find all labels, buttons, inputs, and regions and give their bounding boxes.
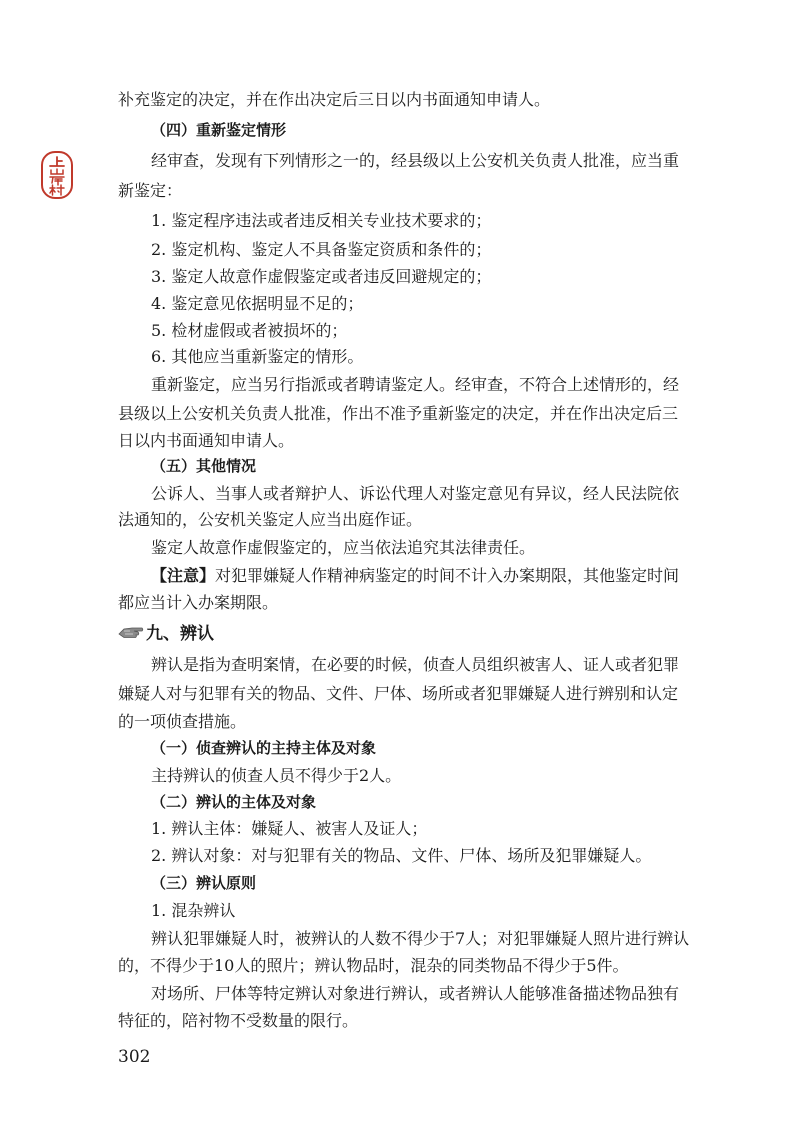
list-item: 3. 鉴定人故意作虚假鉴定或者违反回避规定的；	[151, 267, 492, 286]
subheading-re-appraisal: （四）重新鉴定情形	[151, 121, 287, 139]
list-item: 4. 鉴定意见依据明显不足的；	[151, 294, 364, 313]
subheading-subject-object: （二）辨认的主体及对象	[151, 793, 317, 811]
list-item: 1. 辨认主体：嫌疑人、被害人及证人；	[151, 819, 428, 838]
subheading-host-subject: （一）侦查辨认的主持主体及对象	[151, 739, 377, 757]
paragraph-line: 特征的，陪衬物不受数量的限行。	[118, 1011, 359, 1030]
list-item: 5. 检材虚假或者被损坏的；	[151, 321, 348, 340]
paragraph-line: 都应当计入办案期限。	[118, 593, 279, 612]
list-item: 1. 混杂辨认	[151, 901, 236, 920]
paragraph-line: 日以内书面通知申请人。	[118, 431, 295, 450]
page-number: 302	[118, 1047, 151, 1067]
paragraph-line: 嫌疑人对与犯罪有关的物品、文件、尸体、场所或者犯罪嫌疑人进行辨别和认定	[118, 684, 679, 703]
paragraph-line: 补充鉴定的决定，并在作出决定后三日以内书面通知申请人。	[118, 90, 551, 109]
list-item: 6. 其他应当重新鉴定的情形。	[151, 347, 364, 366]
section-heading-text: 九、辨认	[146, 623, 214, 644]
note-label: 【注意】	[151, 566, 216, 585]
list-item: 1. 鉴定程序违法或者违反相关专业技术要求的；	[151, 211, 492, 230]
paragraph-line: 的，不得少于10人的照片；辨认物品时，混杂的同类物品不得少于5件。	[118, 956, 629, 975]
paragraph-line: 辨认犯罪嫌疑人时，被辨认的人数不得少于7人；对犯罪嫌疑人照片进行辨认	[151, 929, 690, 948]
paragraph-line: 主持辨认的侦查人员不得少于2人。	[151, 766, 402, 785]
paragraph-line: 对场所、尸体等特定辨认对象进行辨认，或者辨认人能够准备描述物品独有	[151, 984, 680, 1003]
paragraph-line: 新鉴定：	[118, 181, 183, 200]
paragraph-line: 辨认是指为查明案情，在必要的时候，侦查人员组织被害人、证人或者犯罪	[151, 655, 680, 674]
paragraph-line: 重新鉴定，应当另行指派或者聘请鉴定人。经审查，不符合上述情形的，经	[151, 375, 680, 394]
seal-stamp-icon	[40, 150, 74, 200]
paragraph-line: 的一项侦查措施。	[118, 712, 247, 731]
list-item: 2. 鉴定机构、鉴定人不具备鉴定资质和条件的；	[151, 240, 492, 259]
hand-pointer-icon	[118, 622, 144, 640]
paragraph-line: 经审查，发现有下列情形之一的，经县级以上公安机关负责人批准，应当重	[151, 151, 680, 170]
subheading-other: （五）其他情况	[151, 457, 257, 475]
note-line	[151, 566, 679, 586]
subheading-principles: （三）辨认原则	[151, 874, 257, 892]
note-text: 对犯罪嫌疑人作精神病鉴定的时间不计入办案期限，其他鉴定时间	[215, 566, 680, 585]
paragraph-line: 公诉人、当事人或者辩护人、诉讼代理人对鉴定意见有异议，经人民法院依	[151, 484, 680, 503]
paragraph-line: 法通知的，公安机关鉴定人应当出庭作证。	[118, 510, 423, 529]
paragraph-line: 鉴定人故意作虚假鉴定的，应当依法追究其法律责任。	[151, 538, 536, 557]
list-item: 2. 辨认对象：对与犯罪有关的物品、文件、尸体、场所及犯罪嫌疑人。	[151, 846, 652, 865]
paragraph-line: 县级以上公安机关负责人批准，作出不准予重新鉴定的决定，并在作出决定后三	[118, 404, 679, 423]
section-heading-identification	[118, 620, 214, 642]
